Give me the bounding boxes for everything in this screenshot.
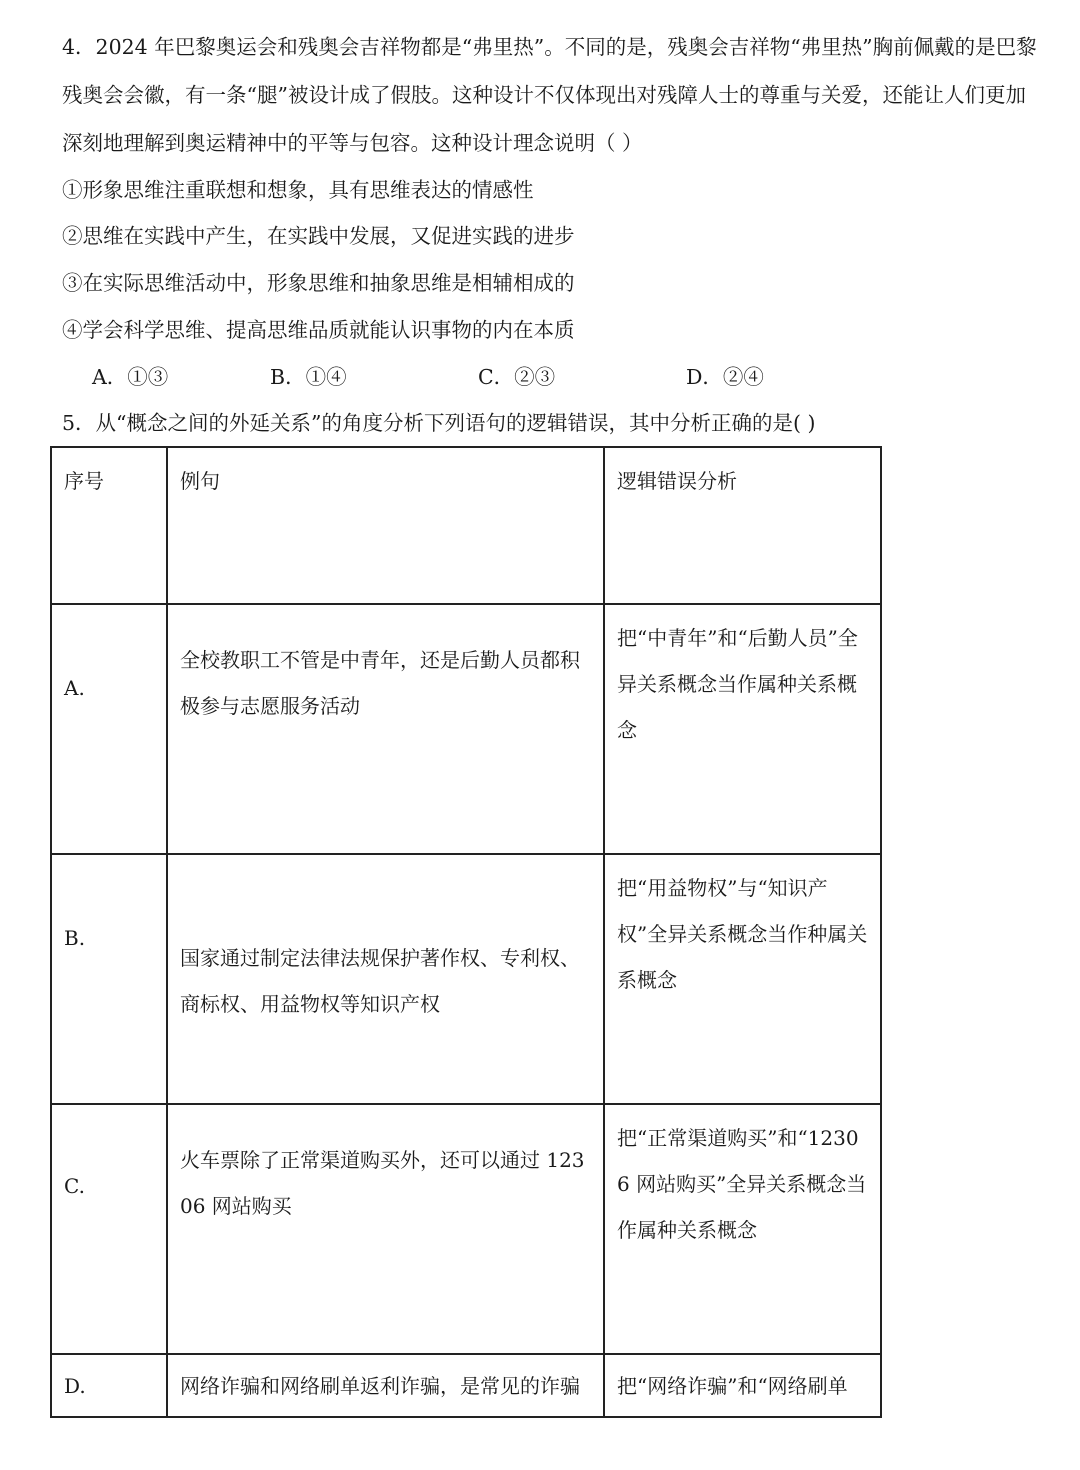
q4-stem-line-1: 4．2024 年巴黎奥运会和残奥会吉祥物都是“弗里热”。不同的是，残奥会吉祥物“弗里热”胸前佩戴的是巴黎 — [62, 35, 1037, 59]
row-a-sentence: 全校教职工不管是中青年，还是后勤人员都积极参与志愿服务活动 — [180, 648, 580, 718]
row-b-label: B. — [64, 926, 86, 950]
q4-option-c: C．②③ — [478, 365, 556, 389]
row-d-label-cell — [51, 1354, 167, 1417]
table-header-row — [51, 447, 881, 604]
q4-option-d: D．②④ — [686, 365, 764, 389]
row-d-analysis-cell — [604, 1354, 881, 1417]
row-b-analysis: 把“用益物权”与“知识产权”全异关系概念当作种属关系概念 — [617, 876, 868, 992]
q4-statement-3: ③在实际思维活动中，形象思维和抽象思维是相辅相成的 — [62, 271, 575, 295]
header-cell-analysis — [604, 447, 881, 604]
row-d-analysis: 把“网络诈骗”和“网络刷单 — [617, 1374, 848, 1398]
q4-option-a: A．①③ — [92, 365, 169, 389]
row-b-sentence: 国家通过制定法律法规保护著作权、专利权、商标权、用益物权等知识产权 — [180, 946, 580, 1016]
row-d-label: D. — [64, 1374, 86, 1398]
row-a-analysis-cell — [604, 604, 881, 854]
header-cell-index — [51, 447, 167, 604]
q4-statement-1: ①形象思维注重联想和想象，具有思维表达的情感性 — [62, 178, 534, 202]
row-c-sentence-cell — [167, 1104, 604, 1354]
row-c-label: C. — [64, 1174, 85, 1198]
table-row — [51, 1354, 881, 1417]
table-row — [51, 854, 881, 1104]
row-c-sentence: 火车票除了正常渠道购买外，还可以通过 12306 网站购买 — [180, 1148, 585, 1218]
header-cell-sentence — [167, 447, 604, 604]
row-c-analysis-cell — [604, 1104, 881, 1354]
row-a-sentence-cell — [167, 604, 604, 854]
table-row — [51, 604, 881, 854]
row-b-sentence-cell — [167, 854, 604, 1104]
row-b-analysis-cell — [604, 854, 881, 1104]
header-analysis-label: 逻辑错误分析 — [617, 469, 737, 493]
table-row — [51, 1104, 881, 1354]
q4-statement-4: ④学会科学思维、提高思维品质就能认识事物的内在本质 — [62, 318, 575, 342]
row-c-label-cell — [51, 1104, 167, 1354]
row-d-sentence-cell — [167, 1354, 604, 1417]
q4-option-b: B．①④ — [270, 365, 347, 389]
q5-stem: 5．从“概念之间的外延关系”的角度分析下列语句的逻辑错误，其中分析正确的是( ) — [62, 411, 816, 435]
row-a-label-cell — [51, 604, 167, 854]
header-sentence-label: 例句 — [180, 469, 220, 493]
q4-stem-line-3: 深刻地理解到奥运精神中的平等与包容。这种设计理念说明（ ） — [62, 131, 643, 155]
q4-statement-2: ②思维在实践中产生，在实践中发展，又促进实践的进步 — [62, 224, 575, 248]
q5-table — [50, 446, 882, 1418]
row-d-sentence: 网络诈骗和网络刷单返利诈骗，是常见的诈骗 — [180, 1374, 580, 1398]
row-a-analysis: 把“中青年”和“后勤人员”全异关系概念当作属种关系概念 — [617, 626, 858, 742]
row-c-analysis: 把“正常渠道购买”和“12306 网站购买”全异关系概念当作属种关系概念 — [617, 1126, 867, 1242]
row-b-label-cell — [51, 854, 167, 1104]
q4-stem-line-2: 残奥会会徽，有一条“腿”被设计成了假肢。这种设计不仅体现出对残障人士的尊重与关爱，还能让人们更加 — [62, 83, 1026, 107]
row-a-label: A. — [64, 676, 85, 700]
header-index-label: 序号 — [64, 469, 104, 493]
